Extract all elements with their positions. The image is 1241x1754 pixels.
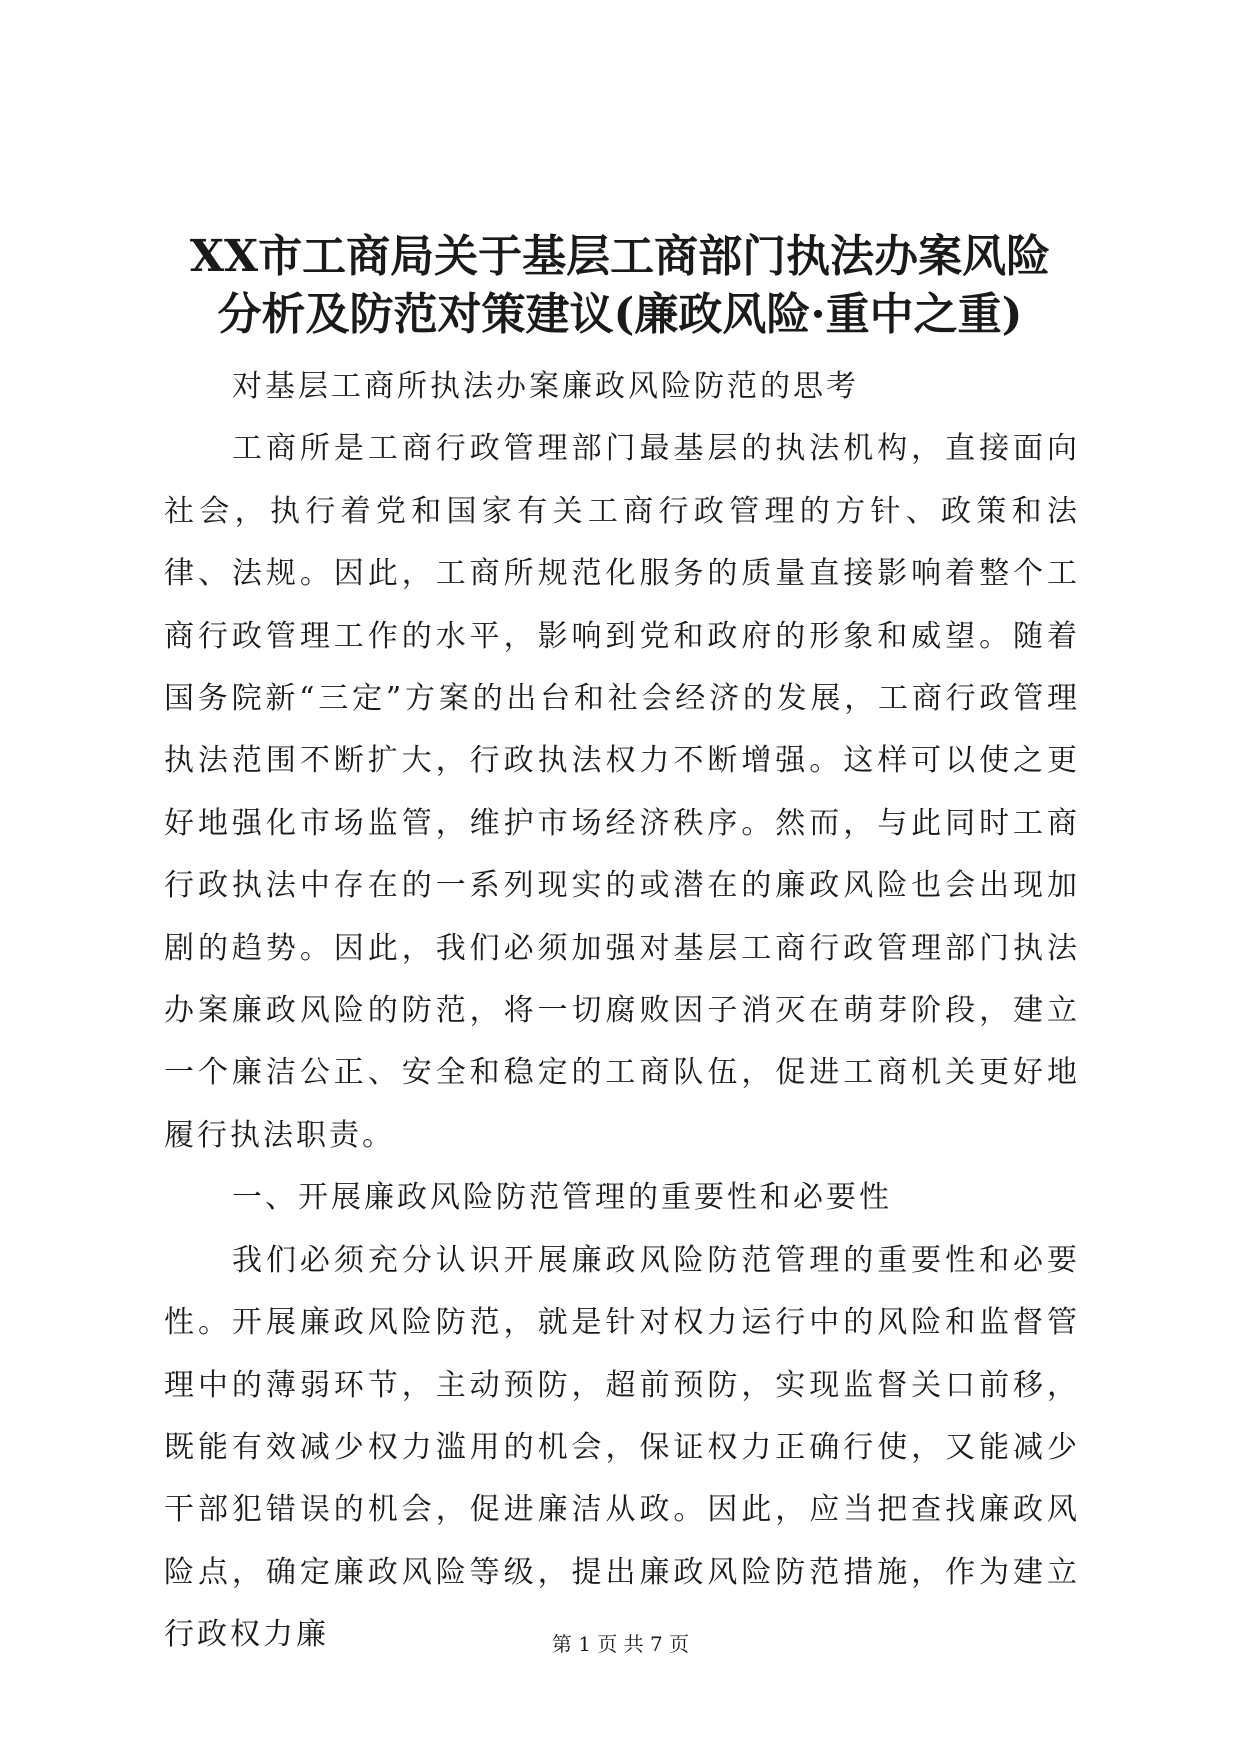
section-heading: 一、开展廉政风险防范管理的重要性和必要性 [232, 1180, 892, 1216]
title-line-1: XX市工商局关于基层工商部门执法办案风险 [189, 231, 1051, 282]
page-footer [0, 1630, 1241, 1658]
document-body [164, 356, 1080, 1667]
subtitle-paragraph: 对基层工商所执法办案廉政风险防范的思考 [232, 369, 859, 404]
body-paragraph: 我们必须充分认识开展廉政风险防范管理的重要性和必要性。开展廉政风险防范，就是针对权力运行中的风险和监督管理中的薄弱环节，主动预防，超前预防，实现监督关口前移，既能有效减少权力滥用的机会，保证权力正确行使，又能减少干部犯错误的机会，促进廉洁从政。因此，应当把查找廉政风险点，确定廉政风险等级，提出廉政风险防范措施，作为建立行政权力廉 [164, 1242, 1080, 1653]
page-indicator: 第 1 页 共 7 页 [551, 1632, 690, 1656]
body-paragraph: 工商所是工商行政管理部门最基层的执法机构，直接面向社会，执行着党和国家有关工商行政管理的方针、政策和法律、法规。因此，工商所规范化服务的质量直接影响着整个工商行政管理工作的水平，影响到党和政府的形象和威望。随着国务院新“三定”方案的出台和社会经济的发展，工商行政管理执法范围不断扩大，行政执法权力不断增强。这样可以使之更好地强化市场监管，维护市场经济秩序。然而，与此同时工商行政执法中存在的一系列现实的或潜在的廉政风险也会出现加剧的趋势。因此，我们必须加强对基层工商行政管理部门执法办案廉政风险的防范，将一切腐败因子消灭在萌芽阶段，建立一个廉洁公正、安全和稳定的工商队伍，促进工商机关更好地履行执法职责。 [164, 431, 1080, 1153]
title-line-2: 分析及防范对策建议(廉政风险·重中之重) [217, 289, 1023, 340]
document-title [150, 228, 1090, 344]
